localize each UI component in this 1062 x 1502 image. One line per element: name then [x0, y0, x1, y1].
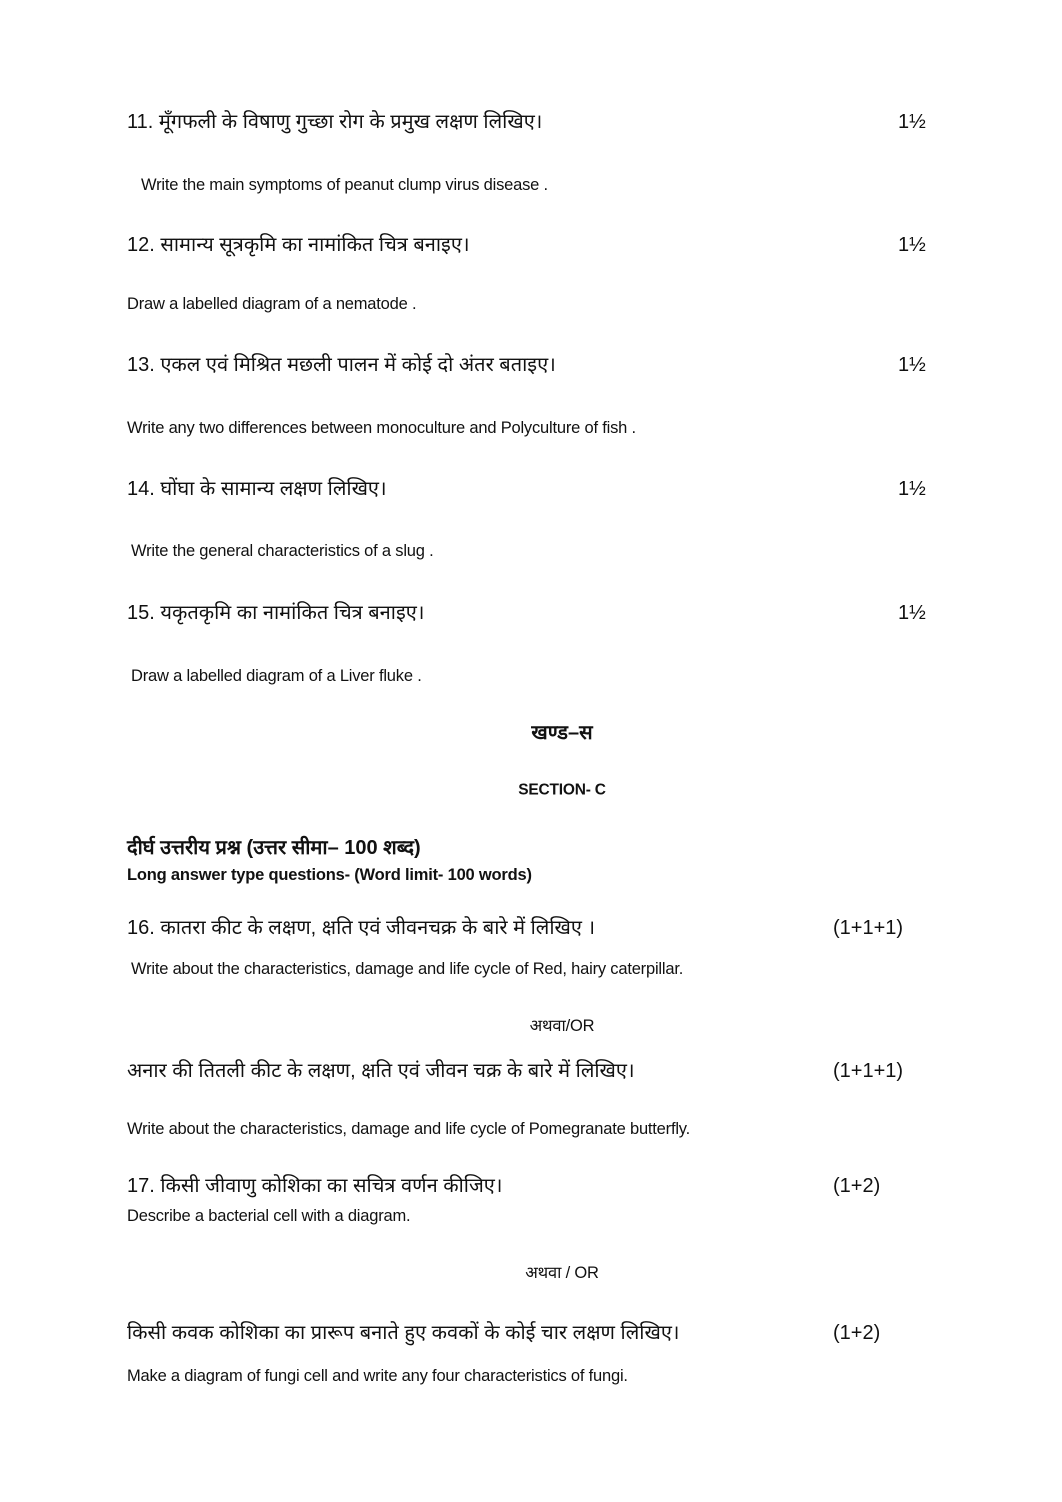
marks: 1½ — [898, 478, 926, 500]
question-english: Write the general characteristics of a slug . — [131, 541, 434, 560]
marks: (1+2) — [833, 1175, 881, 1197]
question-english: Write about the characteristics, damage and life cycle of Red, hairy caterpillar. — [131, 959, 684, 978]
question-hindi: 14. घोंघा के सामान्य लक्षण लिखिए। — [127, 478, 387, 500]
question-hindi: 15. यकृतकृमि का नामांकित चित्र बनाइए। — [127, 602, 425, 624]
question-english: Draw a labelled diagram of a nematode . — [127, 294, 417, 313]
or-label: अथवा/OR — [529, 1016, 595, 1035]
question-hindi: 13. एकल एवं मिश्रित मछली पालन में कोई दो अंतर बताइए। — [127, 354, 556, 376]
question-hindi: अनार की तितली कीट के लक्षण, क्षति एवं जीवन चक्र के बारे में लिखिए। — [127, 1060, 635, 1082]
question-hindi: किसी कवक कोशिका का प्रारूप बनाते हुए कवकों के कोई चार लक्षण लिखिए। — [127, 1322, 680, 1344]
marks: 1½ — [898, 111, 926, 133]
question-english: Write about the characteristics, damage and life cycle of Pomegranate butterfly. — [127, 1119, 691, 1138]
question-english: Write the main symptoms of peanut clump virus disease . — [141, 175, 548, 194]
question-hindi: 16. कातरा कीट के लक्षण, क्षति एवं जीवनचक्र के बारे में लिखिए । — [127, 917, 596, 939]
question-english: Make a diagram of fungi cell and write any four characteristics of fungi. — [127, 1366, 628, 1385]
marks: (1+2) — [833, 1322, 881, 1344]
question-hindi: 17. किसी जीवाणु कोशिका का सचित्र वर्णन कीजिए। — [127, 1175, 503, 1197]
marks: (1+1+1) — [833, 1060, 904, 1082]
or-label: अथवा / OR — [525, 1263, 599, 1282]
section-heading-english: Long answer type questions- (Word limit- 100 words) — [127, 865, 532, 884]
marks: 1½ — [898, 354, 926, 376]
section-heading-hindi: दीर्घ उत्तरीय प्रश्न (उत्तर सीमा– 100 शब्द) — [127, 837, 421, 859]
question-hindi: 12. सामान्य सूत्रकृमि का नामांकित चित्र बनाइए। — [127, 234, 470, 256]
question-english: Write any two differences between monoculture and Polyculture of fish . — [127, 418, 636, 437]
question-english: Draw a labelled diagram of a Liver fluke . — [131, 666, 422, 685]
section-title-hindi: खण्ड–स — [531, 722, 593, 744]
marks: (1+1+1) — [833, 917, 904, 939]
marks: 1½ — [898, 234, 926, 256]
marks: 1½ — [898, 602, 926, 624]
question-hindi: 11. मूँगफली के विषाणु गुच्छा रोग के प्रमुख लक्षण लिखिए। — [127, 111, 543, 133]
section-title-english: SECTION- C — [518, 781, 606, 799]
question-english: Describe a bacterial cell with a diagram. — [127, 1206, 411, 1225]
